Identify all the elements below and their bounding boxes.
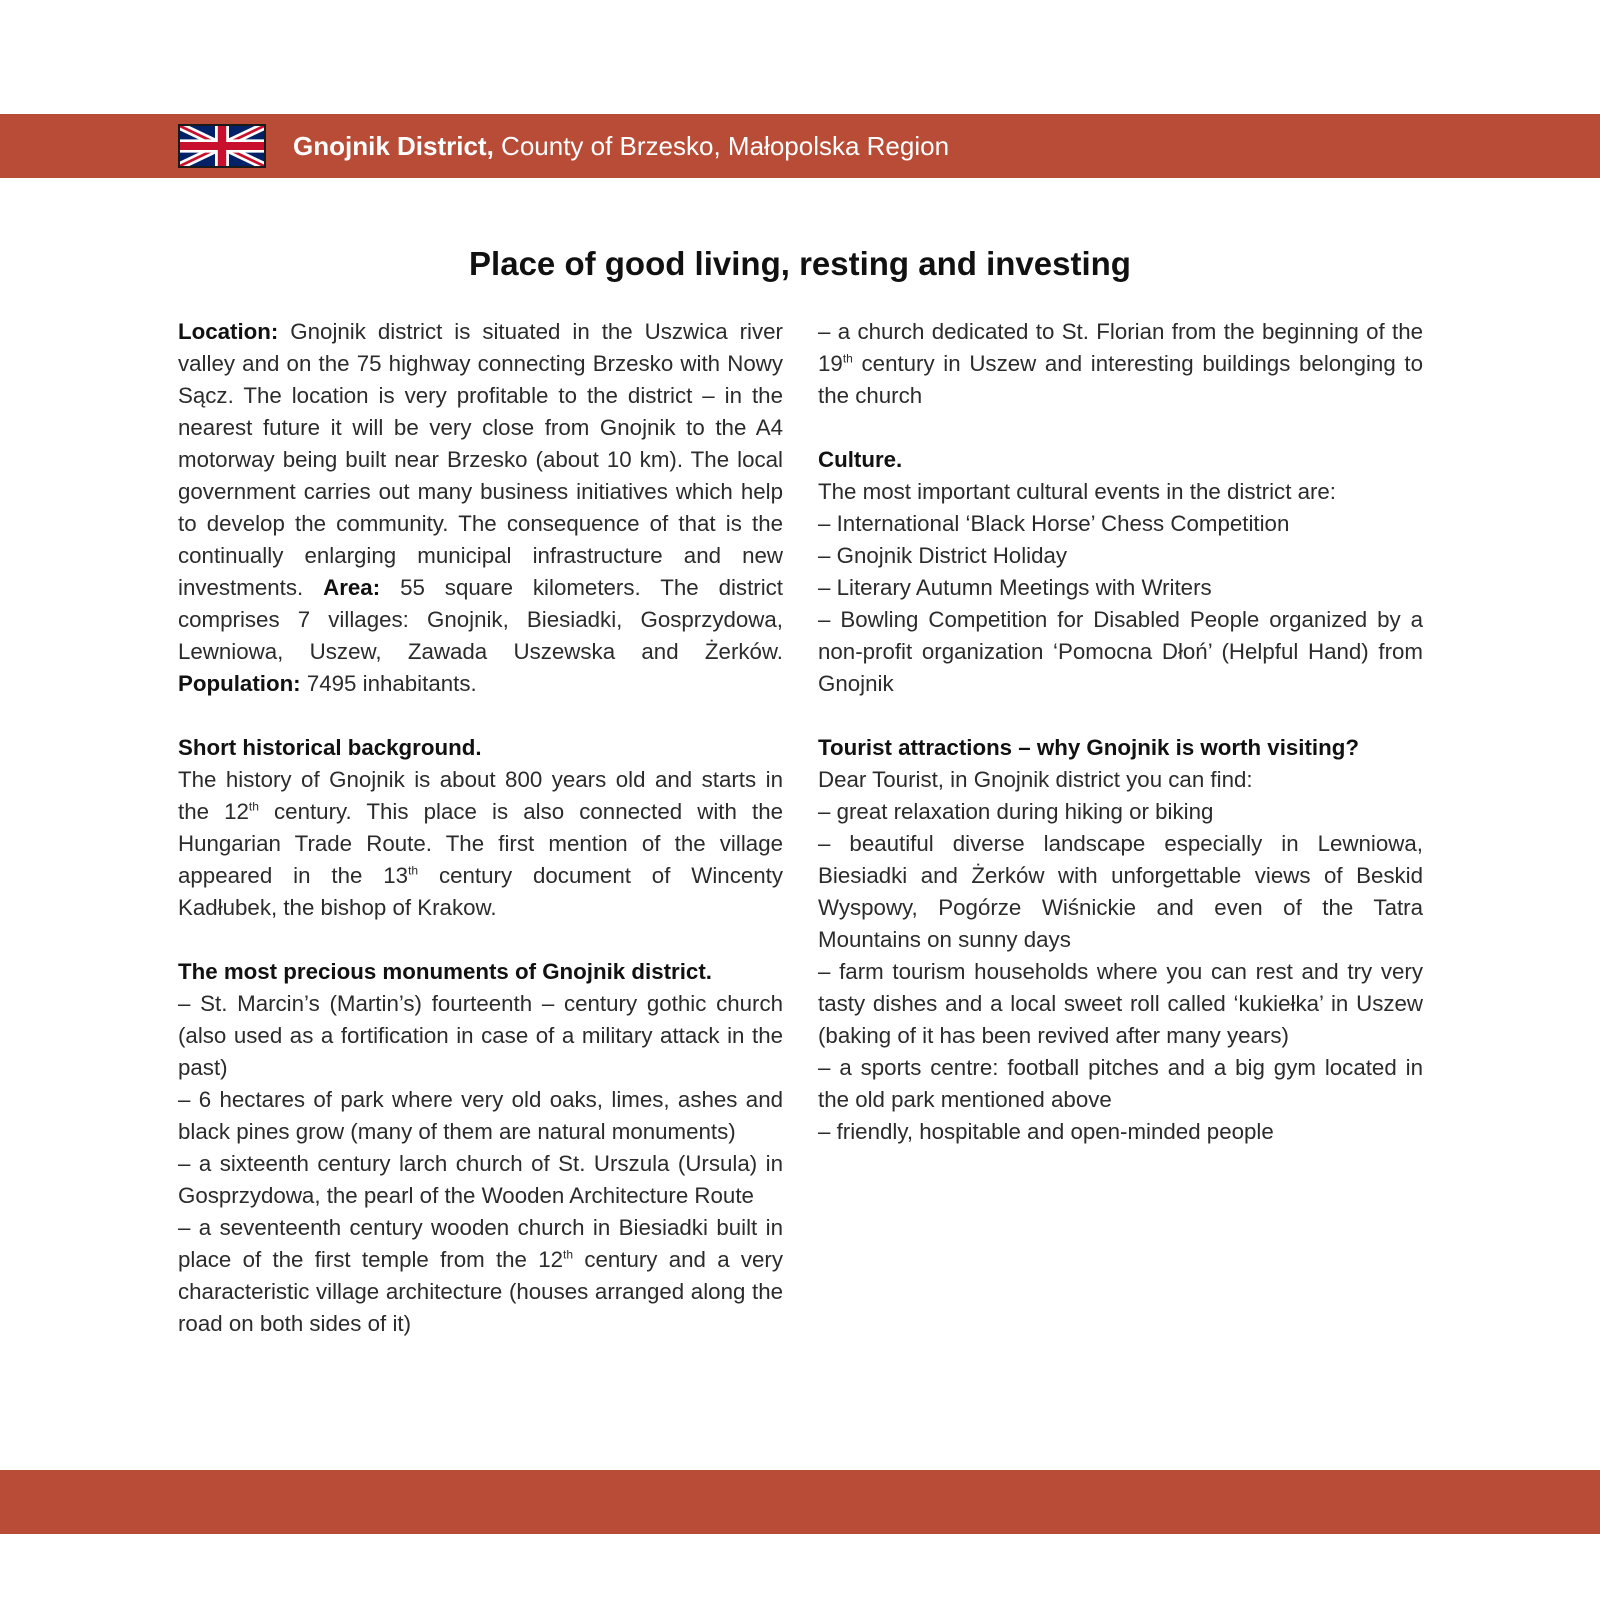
list-item: – St. Marcin’s (Martin’s) fourteenth – century gothic church (also used as a fortification in case of a military attack in the past)	[178, 991, 783, 1080]
list-item: – Literary Autumn Meetings with Writers	[818, 575, 1212, 600]
region-name: County of Brzesko, Małopolska Region	[501, 131, 950, 161]
district-name: Gnojnik District,	[293, 131, 494, 161]
area-text: 55 square kilometers. The district comprises 7 villages: Gnojnik, Biesiadki, Gosprzydowa, Lewniowa, Uszew, Zawada Uszewska and Żerków.	[178, 575, 783, 664]
list-item: – International ‘Black Horse’ Chess Competition	[818, 511, 1290, 536]
tourist-heading: Tourist attractions – why Gnojnik is worth visiting?	[818, 735, 1359, 760]
list-item: – a church dedicated to St. Florian from the beginning of the 19th century in Uszew and interesting buildings belonging to the church	[818, 319, 1423, 408]
tourist-intro: Dear Tourist, in Gnojnik district you can find:	[818, 767, 1253, 792]
left-column	[178, 316, 783, 1340]
list-item: – 6 hectares of park where very old oaks, limes, ashes and black pines grow (many of them are natural monuments)	[178, 1087, 783, 1144]
footer-band	[0, 1470, 1600, 1534]
area-label: Area:	[323, 575, 381, 600]
page-title: Place of good living, resting and investing	[469, 245, 1131, 282]
uk-flag-icon	[178, 124, 266, 168]
history-paragraph: The history of Gnojnik is about 800 years old and starts in the 12th century. This place is also connected with the Hungarian Trade Route. The first mention of the village appeared in the 13th century document of Wincenty Kadłubek, the bishop of Krakow.	[178, 767, 783, 920]
header-title	[293, 130, 949, 162]
list-item: – a seventeenth century wooden church in Biesiadki built in place of the first temple from the 12th century and a very characteristic village architecture (houses arranged along the road on both sides of it)	[178, 1215, 783, 1336]
location-paragraph	[178, 316, 783, 700]
list-item: – a sixteenth century larch church of St. Urszula (Ursula) in Gosprzydowa, the pearl of the Wooden Architecture Route	[178, 1151, 783, 1208]
list-item: – Bowling Competition for Disabled People organized by a non-profit organization ‘Pomocna Dłoń’ (Helpful Hand) from Gnojnik	[818, 607, 1423, 696]
culture-intro: The most important cultural events in the district are:	[818, 479, 1336, 504]
list-item: – a sports centre: football pitches and a big gym located in the old park mentioned above	[818, 1055, 1423, 1112]
list-item: – great relaxation during hiking or biking	[818, 799, 1214, 824]
population-label: Population:	[178, 671, 301, 696]
right-column	[818, 316, 1423, 1148]
population-text: 7495 inhabitants.	[306, 671, 477, 696]
list-item: – beautiful diverse landscape especially in Lewniowa, Biesiadki and Żerków with unforgettable views of Beskid Wyspowy, Pogórze Wiśnickie and even of the Tatra Mountains on sunny days	[818, 831, 1423, 952]
location-label: Location:	[178, 319, 279, 344]
header-band	[0, 114, 1600, 178]
culture-heading: Culture.	[818, 447, 903, 472]
list-item: – farm tourism households where you can rest and try very tasty dishes and a local sweet roll called ‘kukiełka’ in Uszew (baking of it has been revived after many years)	[818, 959, 1423, 1048]
location-text: Gnojnik district is situated in the Uszwica river valley and on the 75 highway connecting Brzesko with Nowy Sącz. The location is very profitable to the district – in the nearest future it will be very close from Gnojnik to the A4 motorway being built near Brzesko (about 10 km). The local government carries out many business initiatives which help to develop the community. The consequence of that is the continually enlarging municipal infrastructure and new investments.	[178, 319, 783, 600]
list-item: – Gnojnik District Holiday	[818, 543, 1068, 568]
history-heading: Short historical background.	[178, 735, 482, 760]
monuments-heading: The most precious monuments of Gnojnik district.	[178, 959, 712, 984]
list-item: – friendly, hospitable and open-minded people	[818, 1119, 1274, 1144]
